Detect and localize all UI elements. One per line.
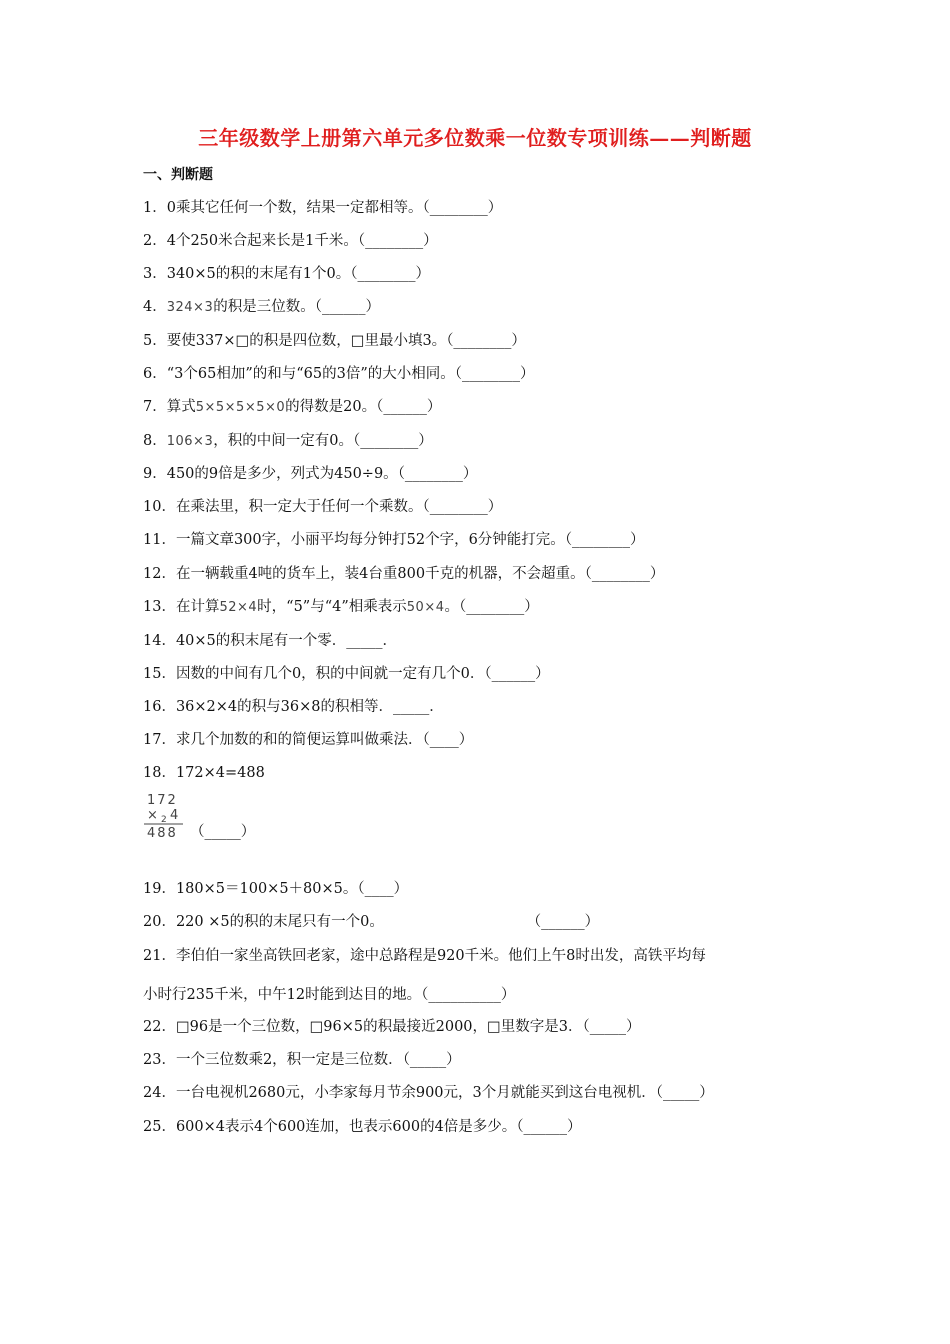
question-item <box>143 879 408 899</box>
question-text: 在一辆载重4吨的货车上，装4台重800千克的机器，不会超重。 <box>175 566 585 582</box>
question-text: 在计算 <box>175 599 220 615</box>
question-item <box>143 1117 582 1137</box>
question-text: 一台电视机2680元，小李家每月节余900元，3个月就能买到这台电视机． <box>175 1085 656 1101</box>
question-number: 22． <box>143 1019 176 1035</box>
question-item <box>143 631 397 651</box>
question-number: 24． <box>143 1085 176 1101</box>
question-text: 0乘其它任何一个数，结果一定都相等。 <box>166 200 423 216</box>
question-number: 20． <box>143 914 176 930</box>
answer-blank[interactable]: （____） <box>422 732 474 748</box>
answer-blank[interactable]: （________） <box>357 233 438 249</box>
answer-blank[interactable]: （________） <box>397 466 478 482</box>
answer-blank[interactable]: （_____） <box>402 1052 461 1068</box>
question-item <box>143 530 645 550</box>
answer-blank[interactable]: （______） <box>484 666 550 682</box>
answer-blank[interactable]: （______） <box>533 914 600 930</box>
question-number: 16． <box>143 699 176 715</box>
question-text: 450的9倍是多少，列式为450÷9。 <box>166 466 398 482</box>
question-number: 12． <box>143 566 176 582</box>
question-item <box>143 730 473 750</box>
question-number: 2． <box>143 233 167 249</box>
calc-result: 488 <box>147 826 178 840</box>
answer-blank[interactable]: （________） <box>564 532 645 548</box>
question-item <box>143 198 502 218</box>
calc-mult-sign: × <box>147 808 158 823</box>
question-item <box>143 697 444 717</box>
question-item <box>143 1017 640 1037</box>
question-number: 3． <box>143 266 167 282</box>
vertical-multiplication-figure <box>143 792 187 840</box>
question-item <box>143 464 477 484</box>
question-text: 小时行235千米，中午12时能到达目的地。 <box>143 987 422 1003</box>
question-text: 一篇文章300字，小丽平均每分钟打52个字，6分钟能打完。 <box>175 532 565 548</box>
answer-blank[interactable]: （______） <box>314 299 380 315</box>
question-number: 13． <box>143 599 176 615</box>
question-text: □96是一个三位数，□96×5的积最接近2000，□里数字是3． <box>175 1019 583 1035</box>
question-number: 1． <box>143 200 167 216</box>
question-text: 一个三位数乘2，积一定是三位数． <box>175 1052 403 1068</box>
question-number: 5． <box>143 333 167 349</box>
answer-blank[interactable]: （________） <box>459 599 539 615</box>
question-text: 220 ×5的积的末尾只有一个0。 <box>175 914 384 930</box>
question-item <box>143 1083 714 1103</box>
question-item <box>143 397 441 418</box>
question-item <box>143 1050 461 1070</box>
question-number: 21． <box>143 948 176 964</box>
question-formula-2: 50×4 <box>406 600 445 615</box>
answer-blank[interactable]: （______） <box>376 399 442 415</box>
question-text: 4个250米合起来长是1千米。 <box>166 233 358 249</box>
question-text: 40×5的积末尾有一个零．_____． <box>175 633 398 649</box>
question-text: 340×5的积的末尾有1个0。 <box>166 266 351 282</box>
question-text: 要使337×□的积是四位数，□里最小填3。 <box>166 333 447 349</box>
question-item <box>143 664 550 684</box>
question-item <box>143 264 430 284</box>
question-item <box>143 297 380 318</box>
question-formula: 5×5×5×5×0 <box>195 400 286 415</box>
answer-blank[interactable]: （________） <box>584 566 665 582</box>
question-number: 8． <box>143 433 167 449</box>
answer-blank[interactable]: （_____） <box>582 1019 641 1035</box>
question-number: 19． <box>143 881 176 897</box>
question-text-cont: 的积是三位数。 <box>213 299 315 315</box>
question-text: 求几个加数的和的简便运算叫做乘法． <box>175 732 423 748</box>
question-number: 7． <box>143 399 167 415</box>
question-number: 4． <box>143 299 167 315</box>
question-text-cont: 的得数是20。 <box>285 399 377 415</box>
question-item <box>143 364 535 384</box>
question-item <box>143 231 438 251</box>
calc-top-number: 172 <box>147 793 178 808</box>
question-text-cont: 时，“5”与“4”相乘表示 <box>257 599 407 615</box>
answer-blank[interactable]: （________） <box>350 266 430 282</box>
answer-blank[interactable]: （__________） <box>421 987 516 1003</box>
calc-carry-digit: 2 <box>161 815 167 825</box>
answer-blank[interactable]: （____） <box>357 881 409 897</box>
worksheet-title: 三年级数学上册第六单元多位数乘一位数专项训练——判断题 <box>198 126 752 150</box>
question-item <box>143 597 539 618</box>
calc-answer-blank[interactable]: （_____） <box>190 824 256 840</box>
question-text: 算式 <box>166 399 196 415</box>
question-text-cont-2: 。 <box>444 599 459 615</box>
question-text: 172×4=488 <box>175 765 265 781</box>
question-text: 因数的中间有几个0，积的中间就一定有几个0． <box>175 666 485 682</box>
question-formula: 324×3 <box>166 300 214 315</box>
question-number: 15． <box>143 666 176 682</box>
question-item <box>143 497 502 517</box>
question-item <box>143 985 515 1005</box>
question-number: 18． <box>143 765 176 781</box>
answer-blank[interactable]: （________） <box>454 366 535 382</box>
answer-blank[interactable]: （________） <box>446 333 526 349</box>
question-number: 11． <box>143 532 176 548</box>
calc-bottom-number: 4 <box>170 808 179 823</box>
question-item <box>143 431 433 452</box>
question-text-cont: ，积的中间一定有0。 <box>213 433 353 449</box>
question-item <box>143 331 526 351</box>
question-number: 14． <box>143 633 176 649</box>
answer-blank[interactable]: （_____） <box>655 1085 714 1101</box>
question-number: 23． <box>143 1052 176 1068</box>
question-text: “3个65相加”的和与“65的3倍”的大小相同。 <box>166 366 455 382</box>
question-text: 在乘法里，积一定大于任何一个乘数。 <box>175 499 423 515</box>
question-text: 李伯伯一家坐高铁回老家，途中总路程是920千米。他们上午8时出发，高铁平均每 <box>175 948 706 964</box>
question-number: 25． <box>143 1119 176 1135</box>
section-heading: 一、判断题 <box>143 167 213 183</box>
question-text: 180×5＝100×5＋80×5。 <box>175 881 358 897</box>
question-formula: 106×3 <box>166 434 214 449</box>
question-item <box>143 564 664 584</box>
question-item <box>143 946 706 966</box>
question-item <box>143 912 599 932</box>
answer-blank[interactable]: （________） <box>352 433 433 449</box>
answer-blank[interactable]: （________） <box>422 200 503 216</box>
question-number: 17． <box>143 732 176 748</box>
question-text: 36×2×4的积与36×8的积相等．_____． <box>175 699 444 715</box>
answer-blank[interactable]: （________） <box>422 499 503 515</box>
answer-blank[interactable]: （______） <box>516 1119 582 1135</box>
question-formula: 52×4 <box>219 600 258 615</box>
question-item <box>143 763 265 783</box>
question-number: 6． <box>143 366 167 382</box>
question-number: 10． <box>143 499 176 515</box>
question-text: 600×4表示4个600连加，也表示600的4倍是多少。 <box>175 1119 517 1135</box>
question-number: 9． <box>143 466 167 482</box>
